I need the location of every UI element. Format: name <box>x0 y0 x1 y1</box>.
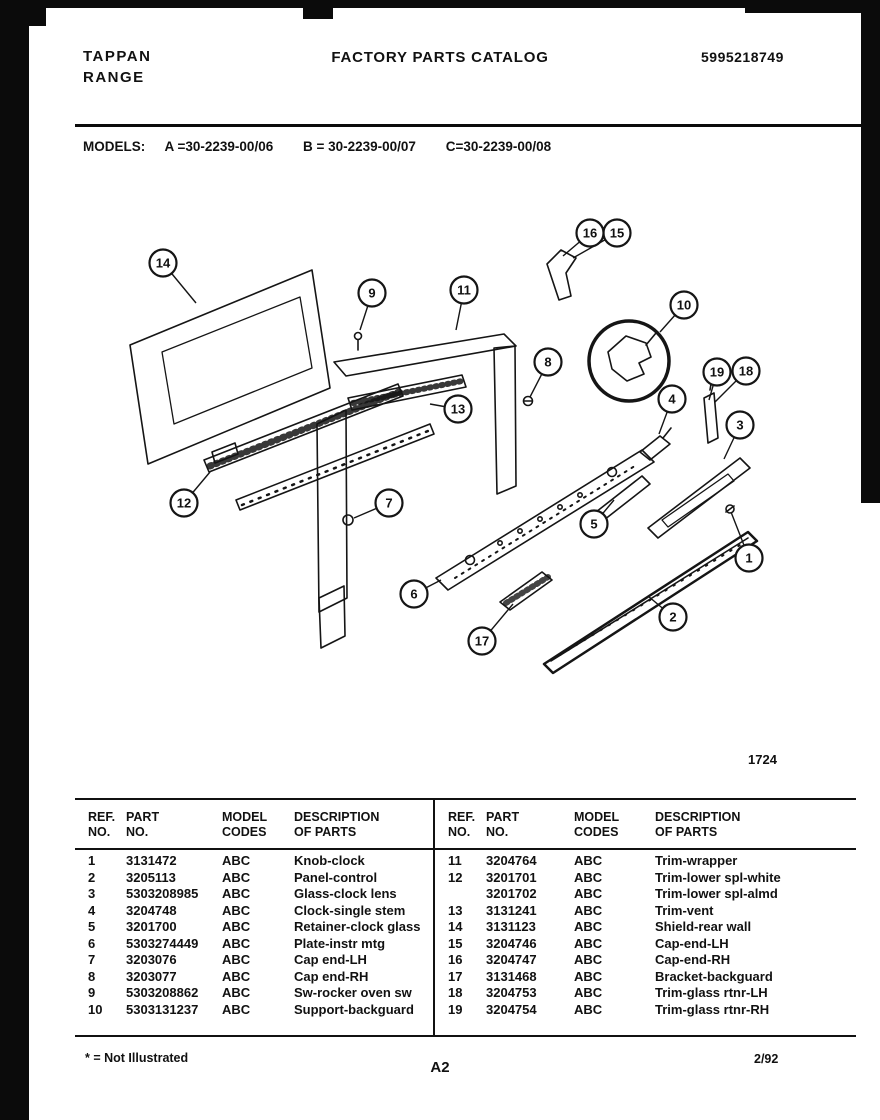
callout-label-1: 1 <box>745 550 753 566</box>
ref-cell: 17 <box>448 968 463 984</box>
col-header-ref: REF. NO. <box>448 810 476 839</box>
callout-label-5: 5 <box>590 516 598 532</box>
table-rows-left <box>75 850 433 1018</box>
ref-cell: 3 <box>88 886 96 901</box>
part-cell: 3204746 <box>486 935 537 951</box>
ref-cell: 5 <box>88 919 96 934</box>
desc-cell: Support-backguard <box>294 1001 414 1017</box>
part-instrument-plate <box>436 450 654 590</box>
ref-cell: 16 <box>448 952 463 967</box>
callout-label-19: 19 <box>709 364 725 380</box>
diagram-callouts <box>150 220 763 655</box>
desc-cell: Cap-end-LH <box>655 935 729 951</box>
col-header-model: MODEL CODES <box>574 810 620 839</box>
table-row <box>448 936 856 953</box>
model-cell: ABC <box>222 869 251 885</box>
table-row <box>88 1002 433 1019</box>
page-title: FACTORY PARTS CATALOG <box>331 49 549 66</box>
models-label: MODELS: <box>83 139 146 154</box>
model-cell: ABC <box>222 902 251 918</box>
callout-label-13: 13 <box>450 401 466 417</box>
callout-label-12: 12 <box>176 495 192 511</box>
ref-cell: 2 <box>88 869 96 885</box>
table-row <box>448 919 856 936</box>
model-cell: ABC <box>574 869 603 885</box>
part-cell: 3131468 <box>486 968 537 984</box>
desc-cell: Clock-single stem <box>294 902 406 918</box>
model-cell: ABC <box>574 968 603 984</box>
part-shield-rear-wall <box>130 270 330 464</box>
table-row <box>448 870 856 887</box>
callout-label-4: 4 <box>668 391 676 407</box>
table-row <box>448 903 856 920</box>
part-cell: 5303208985 <box>126 886 199 901</box>
desc-cell: Glass-clock lens <box>294 886 397 901</box>
ref-cell: 9 <box>88 985 96 1000</box>
part-cell: 3204747 <box>486 952 537 967</box>
callout-label-8: 8 <box>544 354 552 370</box>
ref-cell: 7 <box>88 952 96 967</box>
table-row <box>88 903 433 920</box>
table-row <box>448 886 856 903</box>
model-cell: ABC <box>222 935 251 951</box>
parts-table-left <box>75 800 435 1035</box>
ref-cell: 4 <box>88 902 96 918</box>
callout-label-9: 9 <box>368 285 376 301</box>
footer-date: 2/92 <box>754 1052 779 1066</box>
table-row <box>88 853 433 870</box>
desc-cell: Cap end-RH <box>294 968 369 984</box>
model-cell: ABC <box>574 985 603 1000</box>
table-row <box>448 985 856 1002</box>
col-header-part: PART NO. <box>126 810 160 839</box>
table-rows-right <box>435 850 856 1018</box>
desc-cell: Bracket-backguard <box>655 968 773 984</box>
part-cell: 3204754 <box>486 1001 537 1017</box>
callout-label-2: 2 <box>669 609 677 625</box>
table-row <box>88 886 433 903</box>
callout-label-6: 6 <box>410 586 418 602</box>
desc-cell: Trim-wrapper <box>655 853 738 868</box>
doc-number: 5995218749 <box>701 49 784 65</box>
screw-icon <box>726 505 734 513</box>
figure-number: 1724 <box>748 752 777 767</box>
ref-cell: 19 <box>448 1001 463 1017</box>
table-row <box>448 1002 856 1019</box>
brand-line-1: TAPPAN <box>83 48 152 65</box>
ref-cell: 1 <box>88 853 96 868</box>
callout-label-17: 17 <box>474 633 490 649</box>
part-cell: 3205113 <box>126 869 176 885</box>
model-cell: ABC <box>222 968 251 984</box>
ref-cell <box>448 886 486 903</box>
ref-cell: 14 <box>448 919 463 934</box>
table-row <box>448 952 856 969</box>
screw-icon <box>355 333 362 351</box>
part-cell: 3201701 <box>486 869 537 885</box>
desc-cell: Panel-control <box>294 869 378 885</box>
desc-cell: Retainer-clock glass <box>294 919 421 934</box>
callout-label-15: 15 <box>609 225 625 241</box>
ref-cell: 18 <box>448 985 463 1000</box>
model-cell: ABC <box>222 952 251 967</box>
part-cell: 3204764 <box>486 853 537 868</box>
ref-cell: 11 <box>448 853 462 868</box>
part-cap-end <box>547 250 576 300</box>
col-header-model: MODEL CODES <box>222 810 268 839</box>
model-c: C=30-2239-00/08 <box>445 139 552 154</box>
callout-label-10: 10 <box>676 297 692 313</box>
magnifier-circle <box>589 321 669 401</box>
desc-cell: Cap end-LH <box>294 952 367 967</box>
model-cell: ABC <box>574 1001 603 1017</box>
callout-label-3: 3 <box>736 417 744 433</box>
ref-cell: 6 <box>88 935 96 951</box>
model-cell: ABC <box>574 886 603 901</box>
part-cell: 3203076 <box>126 952 177 967</box>
table-row <box>448 969 856 986</box>
callout-label-16: 16 <box>582 225 598 241</box>
header-rule <box>75 124 880 127</box>
parts-table-right <box>435 800 856 1035</box>
part-cell: 5303131237 <box>126 1001 199 1017</box>
desc-cell: Sw-rocker oven sw <box>294 985 412 1000</box>
desc-cell: Cap-end-RH <box>655 952 731 967</box>
part-cell: 5303208862 <box>126 985 199 1000</box>
models-line <box>83 139 577 154</box>
model-b: B = 30-2239-00/07 <box>302 139 416 154</box>
part-cell: 3201702 <box>486 886 537 901</box>
part-cell: 3204753 <box>486 985 537 1000</box>
model-cell: ABC <box>574 952 603 967</box>
desc-cell: Trim-lower spl-almd <box>655 886 778 901</box>
table-row <box>88 870 433 887</box>
desc-cell: Trim-glass rtnr-LH <box>655 985 768 1000</box>
col-header-part: PART NO. <box>486 810 520 839</box>
part-retainer-clock-glass <box>596 476 650 520</box>
ref-cell: 15 <box>448 935 463 951</box>
callout-label-7: 7 <box>385 495 393 511</box>
part-trim-glass-retainer <box>704 378 718 443</box>
part-glass-clock-lens <box>648 458 750 538</box>
part-cell: 3201700 <box>126 919 177 934</box>
table-header-left <box>75 800 433 850</box>
table-row <box>88 985 433 1002</box>
part-cell: 3131241 <box>486 902 537 918</box>
ref-cell: 13 <box>448 902 463 918</box>
part-control-glass-panel <box>544 532 757 673</box>
screw-icon <box>524 397 533 406</box>
model-cell: ABC <box>222 919 251 934</box>
brand-line-2: RANGE <box>83 69 145 86</box>
model-cell: ABC <box>574 935 603 951</box>
col-header-desc: DESCRIPTION OF PARTS <box>655 810 741 839</box>
col-header-desc: DESCRIPTION OF PARTS <box>294 810 380 839</box>
part-cell: 3204748 <box>126 902 177 918</box>
desc-cell: Trim-glass rtnr-RH <box>655 1001 770 1017</box>
part-cell: 3131123 <box>486 919 536 934</box>
part-cell: 3203077 <box>126 968 177 984</box>
model-cell: ABC <box>574 853 603 868</box>
col-header-ref: REF. NO. <box>88 810 116 839</box>
ref-cell: 10 <box>88 1001 103 1017</box>
table-row <box>88 969 433 986</box>
ref-cell: 8 <box>88 968 96 984</box>
table-row <box>88 919 433 936</box>
ref-cell: 12 <box>448 869 463 885</box>
model-cell: ABC <box>574 902 603 918</box>
part-trim-lower-splash <box>204 384 434 510</box>
desc-cell: Plate-instr mtg <box>294 935 386 951</box>
model-cell: ABC <box>222 853 251 868</box>
desc-cell: Trim-lower spl-white <box>655 869 781 885</box>
part-clock-single-stem <box>640 428 671 460</box>
model-cell: ABC <box>222 985 251 1000</box>
table-row <box>88 952 433 969</box>
callout-label-14: 14 <box>155 255 171 271</box>
desc-cell: Trim-vent <box>655 902 714 918</box>
desc-cell: Knob-clock <box>294 853 365 868</box>
part-cell: 5303274449 <box>126 935 199 951</box>
model-a: A =30-2239-00/06 <box>164 139 274 154</box>
table-header-right <box>435 800 856 850</box>
not-illustrated-note: * = Not Illustrated <box>85 1051 189 1065</box>
desc-cell: Shield-rear wall <box>655 919 752 934</box>
callout-label-18: 18 <box>738 363 754 379</box>
callout-label-11: 11 <box>457 282 471 298</box>
model-cell: ABC <box>222 886 251 901</box>
model-cell: ABC <box>574 919 603 934</box>
part-cell: 3131472 <box>126 853 177 868</box>
model-cell: ABC <box>222 1001 251 1017</box>
table-row <box>88 936 433 953</box>
part-bracket-backguard <box>500 572 552 610</box>
page-id: A2 <box>430 1059 450 1076</box>
parts-table <box>75 798 856 1037</box>
table-row <box>448 853 856 870</box>
